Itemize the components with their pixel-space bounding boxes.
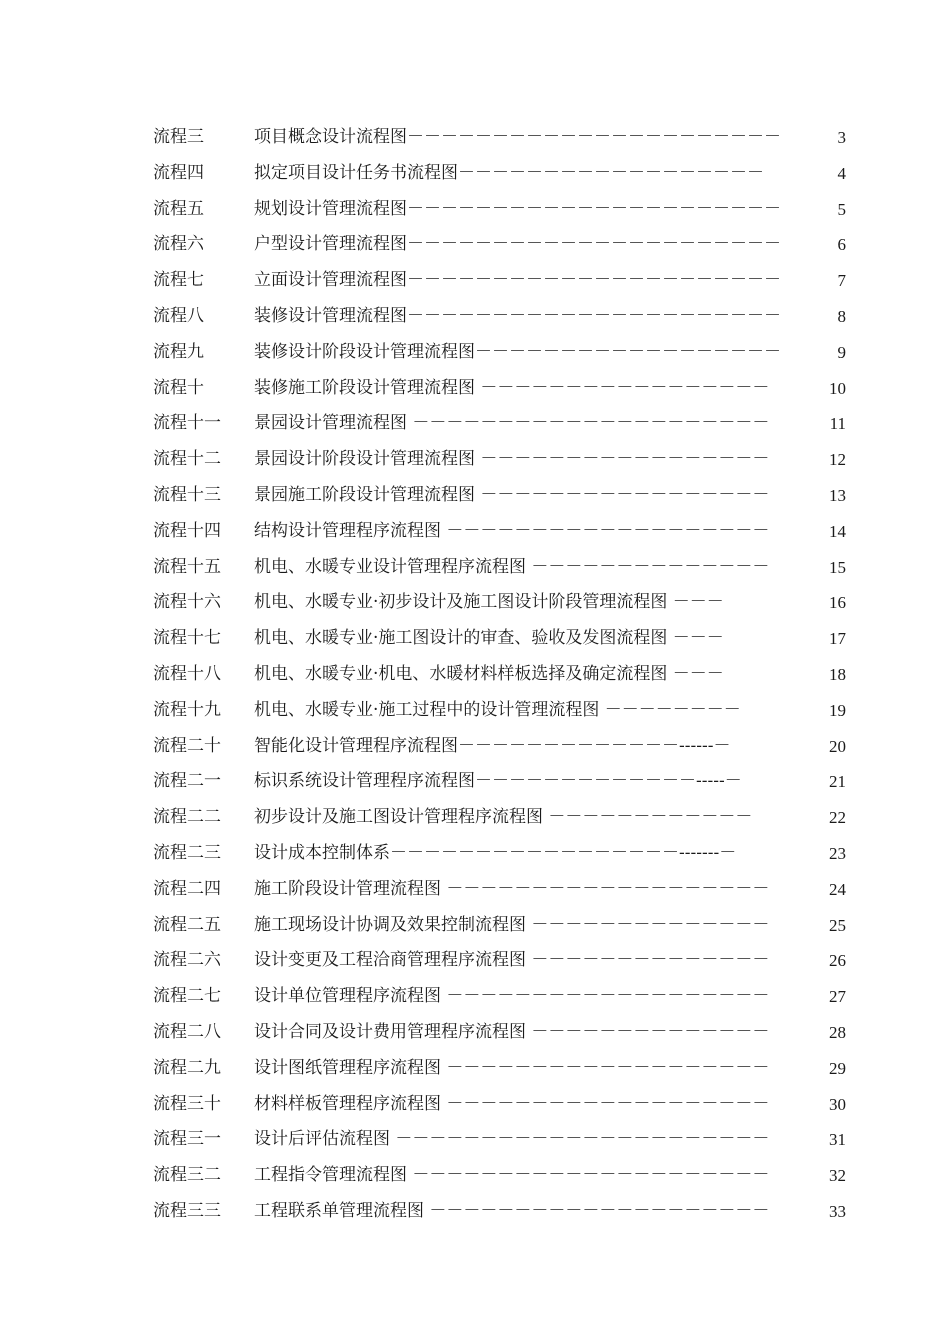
toc-entry[interactable] xyxy=(0,1087,950,1123)
toc-entry-page-number: 21 xyxy=(829,772,846,792)
toc-entry-title: 设计合同及设计费用管理程序流程图 －－－－－－－－－－－－－－ xyxy=(254,1021,770,1042)
toc-entry-title: 机电、水暖专业·施工过程中的设计管理流程图 －－－－－－－－ xyxy=(254,699,741,720)
toc-entry-label: 流程十九 xyxy=(153,699,221,720)
toc-entry-label: 流程十一 xyxy=(153,413,221,434)
toc-entry-page-number: 23 xyxy=(829,843,846,863)
toc-entry-label: 流程十六 xyxy=(153,592,221,613)
toc-entry-title: 设计变更及工程洽商管理程序流程图 －－－－－－－－－－－－－－ xyxy=(254,950,770,971)
toc-entry-page-number: 22 xyxy=(829,808,846,828)
toc-entry-title: 结构设计管理程序流程图 －－－－－－－－－－－－－－－－－－－ xyxy=(254,520,770,541)
toc-entry-title: 智能化设计管理程序流程图－－－－－－－－－－－－－------－ xyxy=(254,735,731,756)
toc-entry[interactable] xyxy=(0,764,950,800)
toc-entry[interactable] xyxy=(0,299,950,335)
toc-entry-label: 流程十三 xyxy=(153,484,221,505)
toc-entry-page-number: 19 xyxy=(829,700,846,720)
toc-entry-page-number: 8 xyxy=(837,306,846,326)
toc-entry-page-number: 31 xyxy=(829,1130,846,1150)
toc-entry-label: 流程二五 xyxy=(153,914,221,935)
toc-entry[interactable] xyxy=(0,550,950,586)
toc-entry-page-number: 4 xyxy=(837,163,846,183)
toc-entry[interactable] xyxy=(0,657,950,693)
toc-entry-label: 流程三十 xyxy=(153,1093,221,1114)
toc-entry-label: 流程十七 xyxy=(153,628,221,649)
toc-entry-title: 标识系统设计管理程序流程图－－－－－－－－－－－－－-----－ xyxy=(254,771,742,792)
toc-entry[interactable] xyxy=(0,800,950,836)
toc-entry[interactable] xyxy=(0,729,950,765)
toc-entry-page-number: 14 xyxy=(829,521,846,541)
toc-entry-label: 流程二八 xyxy=(153,1021,221,1042)
toc-entry-page-number: 18 xyxy=(829,664,846,684)
toc-entry-page-number: 16 xyxy=(829,593,846,613)
toc-entry-title: 户型设计管理流程图－－－－－－－－－－－－－－－－－－－－－－ xyxy=(254,234,781,255)
toc-entry[interactable] xyxy=(0,979,950,1015)
toc-entry-title: 规划设计管理流程图－－－－－－－－－－－－－－－－－－－－－－ xyxy=(254,198,781,219)
toc-entry-label: 流程二六 xyxy=(153,950,221,971)
toc-entry-title: 设计图纸管理程序流程图 －－－－－－－－－－－－－－－－－－－ xyxy=(254,1057,770,1078)
toc-entry[interactable] xyxy=(0,120,950,156)
toc-entry-page-number: 27 xyxy=(829,987,846,1007)
toc-entry-title: 景园设计管理流程图 －－－－－－－－－－－－－－－－－－－－－ xyxy=(254,413,770,434)
toc-entry[interactable] xyxy=(0,514,950,550)
toc-entry[interactable] xyxy=(0,693,950,729)
toc-entry-page-number: 15 xyxy=(829,557,846,577)
toc-entry-page-number: 32 xyxy=(829,1166,846,1186)
toc-entry-title: 机电、水暖专业·机电、水暖材料样板选择及确定流程图 －－－ xyxy=(254,663,724,684)
toc-entry-page-number: 29 xyxy=(829,1058,846,1078)
toc-entry-page-number: 17 xyxy=(829,629,846,649)
toc-entry[interactable] xyxy=(0,1194,950,1230)
toc-entry-label: 流程十五 xyxy=(153,556,221,577)
toc-entry-title: 工程联系单管理流程图 －－－－－－－－－－－－－－－－－－－－ xyxy=(254,1200,770,1221)
toc-entry-label: 流程十四 xyxy=(153,520,221,541)
toc-entry-page-number: 28 xyxy=(829,1022,846,1042)
toc-entry[interactable] xyxy=(0,908,950,944)
toc-entry-page-number: 6 xyxy=(837,235,846,255)
toc-entry-title: 施工现场设计协调及效果控制流程图 －－－－－－－－－－－－－－ xyxy=(254,914,770,935)
toc-entry[interactable] xyxy=(0,335,950,371)
toc-entry[interactable] xyxy=(0,263,950,299)
toc-entry[interactable] xyxy=(0,227,950,263)
toc-entry[interactable] xyxy=(0,406,950,442)
toc-entry-title: 初步设计及施工图设计管理程序流程图 －－－－－－－－－－－－ xyxy=(254,807,753,828)
toc-entry[interactable] xyxy=(0,1015,950,1051)
toc-entry-title: 装修设计管理流程图－－－－－－－－－－－－－－－－－－－－－－ xyxy=(254,305,781,326)
toc-entry-title: 工程指令管理流程图 －－－－－－－－－－－－－－－－－－－－－ xyxy=(254,1165,770,1186)
toc-entry-title: 立面设计管理流程图－－－－－－－－－－－－－－－－－－－－－－ xyxy=(254,270,781,291)
toc-entry-label: 流程二二 xyxy=(153,807,221,828)
toc-entry-page-number: 12 xyxy=(829,450,846,470)
toc-entry-label: 流程二九 xyxy=(153,1057,221,1078)
toc-entry[interactable] xyxy=(0,872,950,908)
toc-entry-label: 流程三三 xyxy=(153,1200,221,1221)
toc-entry-title: 景园设计阶段设计管理流程图 －－－－－－－－－－－－－－－－－ xyxy=(254,449,770,470)
toc-entry-page-number: 10 xyxy=(829,378,846,398)
toc-entry[interactable] xyxy=(0,621,950,657)
toc-entry-title: 机电、水暖专业·施工图设计的审查、验收及发图流程图 －－－ xyxy=(254,628,724,649)
toc-entry-label: 流程三一 xyxy=(153,1129,221,1150)
toc-entry[interactable] xyxy=(0,371,950,407)
toc-entry-page-number: 20 xyxy=(829,736,846,756)
toc-entry-title: 材料样板管理程序流程图 －－－－－－－－－－－－－－－－－－－ xyxy=(254,1093,770,1114)
toc-entry[interactable] xyxy=(0,442,950,478)
toc-entry-label: 流程二十 xyxy=(153,735,221,756)
toc-entry-label: 流程十八 xyxy=(153,663,221,684)
toc-entry-page-number: 25 xyxy=(829,915,846,935)
toc-entry-title: 景园施工阶段设计管理流程图 －－－－－－－－－－－－－－－－－ xyxy=(254,484,770,505)
toc-entry-page-number: 11 xyxy=(829,414,846,434)
toc-entry-page-number: 13 xyxy=(829,485,846,505)
toc-entry-page-number: 30 xyxy=(829,1094,846,1114)
toc-entry[interactable] xyxy=(0,156,950,192)
toc-entry-page-number: 3 xyxy=(837,128,846,147)
table-of-contents xyxy=(0,120,950,1230)
toc-entry[interactable] xyxy=(0,836,950,872)
toc-entry-label: 流程四 xyxy=(153,162,204,183)
toc-entry-title: 拟定项目设计任务书流程图－－－－－－－－－－－－－－－－－－ xyxy=(254,162,764,183)
toc-entry[interactable] xyxy=(0,1158,950,1194)
toc-entry-page-number: 24 xyxy=(829,879,846,899)
toc-entry-page-number: 26 xyxy=(829,951,846,971)
toc-entry-label: 流程三二 xyxy=(153,1165,221,1186)
toc-entry-title: 机电、水暖专业·初步设计及施工图设计阶段管理流程图 －－－ xyxy=(254,592,724,613)
toc-entry-title: 项目概念设计流程图－－－－－－－－－－－－－－－－－－－－－－ xyxy=(254,127,781,147)
toc-entry[interactable] xyxy=(0,1122,950,1158)
toc-entry-label: 流程二七 xyxy=(153,986,221,1007)
toc-entry-label: 流程二一 xyxy=(153,771,221,792)
toc-entry-title: 装修施工阶段设计管理流程图 －－－－－－－－－－－－－－－－－ xyxy=(254,377,770,398)
toc-entry-label: 流程八 xyxy=(153,305,204,326)
toc-entry-page-number: 7 xyxy=(837,271,846,291)
toc-entry-title: 设计后评估流程图 －－－－－－－－－－－－－－－－－－－－－－ xyxy=(254,1129,770,1150)
toc-entry[interactable] xyxy=(0,192,950,228)
toc-entry-label: 流程九 xyxy=(153,341,204,362)
toc-entry-label: 流程十 xyxy=(153,377,204,398)
toc-entry-label: 流程三 xyxy=(153,127,204,147)
toc-entry-title: 设计成本控制体系－－－－－－－－－－－－－－－－－-------－ xyxy=(254,842,737,863)
toc-entry-page-number: 9 xyxy=(837,342,846,362)
toc-entry-title: 机电、水暖专业设计管理程序流程图 －－－－－－－－－－－－－－ xyxy=(254,556,770,577)
toc-entry[interactable] xyxy=(0,585,950,621)
toc-entry-label: 流程十二 xyxy=(153,449,221,470)
toc-entry-title: 设计单位管理程序流程图 －－－－－－－－－－－－－－－－－－－ xyxy=(254,986,770,1007)
toc-entry-label: 流程七 xyxy=(153,270,204,291)
toc-entry-page-number: 33 xyxy=(829,1201,846,1221)
toc-entry-label: 流程二三 xyxy=(153,842,221,863)
toc-entry-label: 流程二四 xyxy=(153,878,221,899)
toc-entry[interactable] xyxy=(0,943,950,979)
toc-entry-label: 流程六 xyxy=(153,234,204,255)
toc-entry-label: 流程五 xyxy=(153,198,204,219)
toc-entry-title: 施工阶段设计管理流程图 －－－－－－－－－－－－－－－－－－－ xyxy=(254,878,770,899)
toc-entry-page-number: 5 xyxy=(837,199,846,219)
toc-entry[interactable] xyxy=(0,1051,950,1087)
toc-entry[interactable] xyxy=(0,478,950,514)
toc-entry-title: 装修设计阶段设计管理流程图－－－－－－－－－－－－－－－－－－ xyxy=(254,341,781,362)
